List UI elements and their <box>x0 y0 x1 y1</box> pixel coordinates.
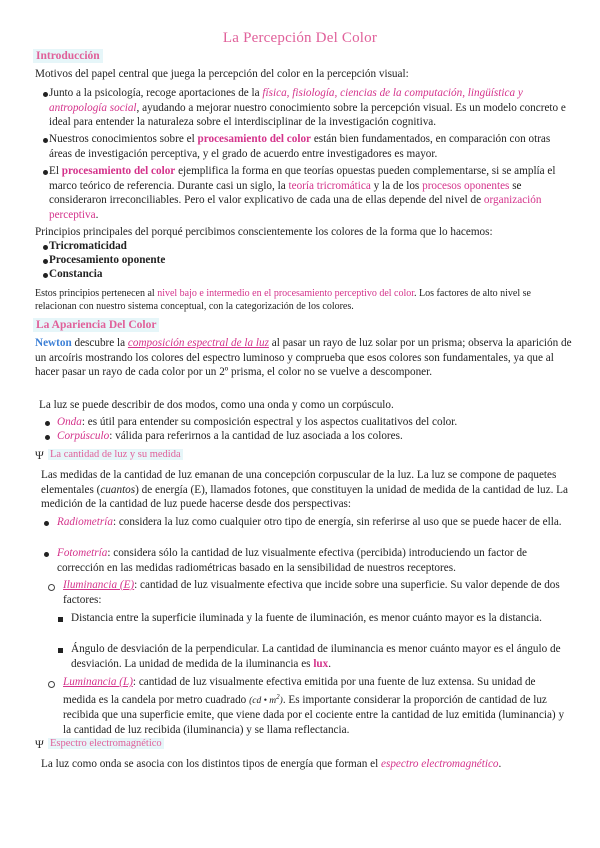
circle-bullet-icon <box>48 681 55 688</box>
bullet-icon <box>43 273 48 278</box>
intro-lead: Motivos del papel central que juega la percepción del color en la percepción visual: <box>35 68 409 80</box>
intro-bullet-2: Nuestros conocimientos sobre el procesamiento del color están bien fundamentados, en comparación con otras áreas de investigación perceptiva, y el grado de acuerdo entre investigadores es mayor. <box>49 133 551 160</box>
psi-icon: Ψ <box>35 737 44 751</box>
bullet-icon <box>44 521 49 526</box>
cantidad-paragraph: Las medidas de la cantidad de luz emanan de una concepción corpuscular de la luz. La luz se compone de paquetes elementales (cuantos) de energía (E), llamados fotones, que constituyen la unidad de medida de la cantidad de luz. La medición de la cantidad de luz puede hacerse desde dos perspectivas: <box>41 469 568 511</box>
bullet-icon <box>44 552 49 557</box>
principle-item: Constancia <box>49 268 103 280</box>
bullet-icon <box>45 421 50 426</box>
bullet-icon <box>43 259 48 264</box>
factor-2: Ángulo de desviación de la perpendicular. La cantidad de iluminancia es menor cuánto mayor es el ángulo de desviación. La unidad de medida de la iluminancia es lux. <box>71 643 561 670</box>
onda-item: Onda: es útil para entender su composición espectral y los aspectos cualitativos del color. <box>57 416 458 428</box>
square-bullet-icon <box>58 617 63 622</box>
luminancia-item: Luminancia (L): cantidad de luz visualmente efectiva emitida por una fuente de luz extensa. Su unidad de medida es la candela por metro cuadrado (cd • $m^2$). Es importante considerar la proporción de cantidad de luz recibida que una superficie emite, que viene dada por el cociente entre la cantidad de luz emitida (luminancia) y la cantidad de luz recibida (iluminancia) y se llama reflectancia. <box>63 676 565 736</box>
principle-item: Procesamiento oponente <box>49 254 166 266</box>
section-heading-introduccion: Introducción <box>33 49 103 63</box>
subsection-heading-espectro: Espectro electromagnético <box>50 738 162 749</box>
principles-note: Estos principios pertenecen al nivel bajo e intermedio en el procesamiento perceptivo del color. Los factores de alto nivel se relacionan con nuestro sistema conceptual, con la categorización de los colores. <box>35 288 531 313</box>
principle-item: Tricromaticidad <box>49 240 127 252</box>
bullet-icon <box>43 138 48 143</box>
page-title: La Percepción Del Color <box>222 30 378 46</box>
bullet-icon <box>43 245 48 250</box>
bullet-icon <box>43 92 48 97</box>
principles-lead: Principios principales del porqué percibimos conscientemente los colores de la forma que lo hacemos: <box>35 226 493 238</box>
espectro-paragraph: La luz como onda se asocia con los distintos tipos de energía que forman el espectro electromagnético. <box>41 758 502 770</box>
iluminancia-item: Iluminancia (E): cantidad de luz visualmente efectiva que incide sobre una superficie. Su valor depende de dos factores: <box>63 579 560 606</box>
subsection-heading-cantidad: La cantidad de luz y su medida <box>50 449 181 460</box>
factor-1: Distancia entre la superficie iluminada y la fuente de iluminación, es menor cuánto mayor es la distancia. <box>71 612 542 624</box>
square-bullet-icon <box>58 648 63 653</box>
bullet-icon <box>43 170 48 175</box>
section-heading-apariencia: La Apariencia Del Color <box>33 318 159 332</box>
intro-bullet-3: El procesamiento del color ejemplifica la forma en que teorías opuestas pueden complementarse, si se amplía el marco teórico de referencia. Durante casi un siglo, la teoría tricromática y la de los procesos oponentes se consideraron irreconciliables. Pero el valor explicativo de cada una de ellas depende del nivel de organización perceptiva. <box>49 165 556 221</box>
intro-bullet-1: Junto a la psicología, recoge aportaciones de la física, fisiología, ciencias de la computación, lingüística y antropología social, ayudando a mejorar nuestro conocimiento sobre la percepción visual. Es un modelo concreto e ideal para entender la naturaleza sobre el interdisciplinar de la investigación cognitiva. <box>49 87 566 129</box>
radiometria-item: Radiometría: considera la luz como cualquier otro tipo de energía, sin referirse al uso que se puede hacer de ella. <box>57 516 562 528</box>
corpusculo-item: Corpúsculo: válida para referirnos a la cantidad de luz asociada a los colores. <box>57 430 403 442</box>
psi-icon: Ψ <box>35 448 44 462</box>
bullet-icon <box>45 435 50 440</box>
fotometria-item: Fotometría: considera sólo la cantidad de luz visualmente efectiva (percibida) introduciendo un factor de corrección en las medidas radiométricas basado en la sensibilidad de nuestros receptores. <box>57 547 528 574</box>
modos-paragraph: La luz se puede describir de dos modos, como una onda y como un corpúsculo. <box>39 399 394 411</box>
newton-paragraph: Newton descubre la composición espectral de la luz al pasar un rayo de luz solar por un prisma; observa la aparición de un arcoíris mostrando los colores del espectro luminoso y comprueba que esos colores son fundamentales, ya que al hacer pasar un rayo de cada color por un 2º prisma, el color no se vuelve a descomponer. <box>35 337 572 379</box>
circle-bullet-icon <box>48 584 55 591</box>
